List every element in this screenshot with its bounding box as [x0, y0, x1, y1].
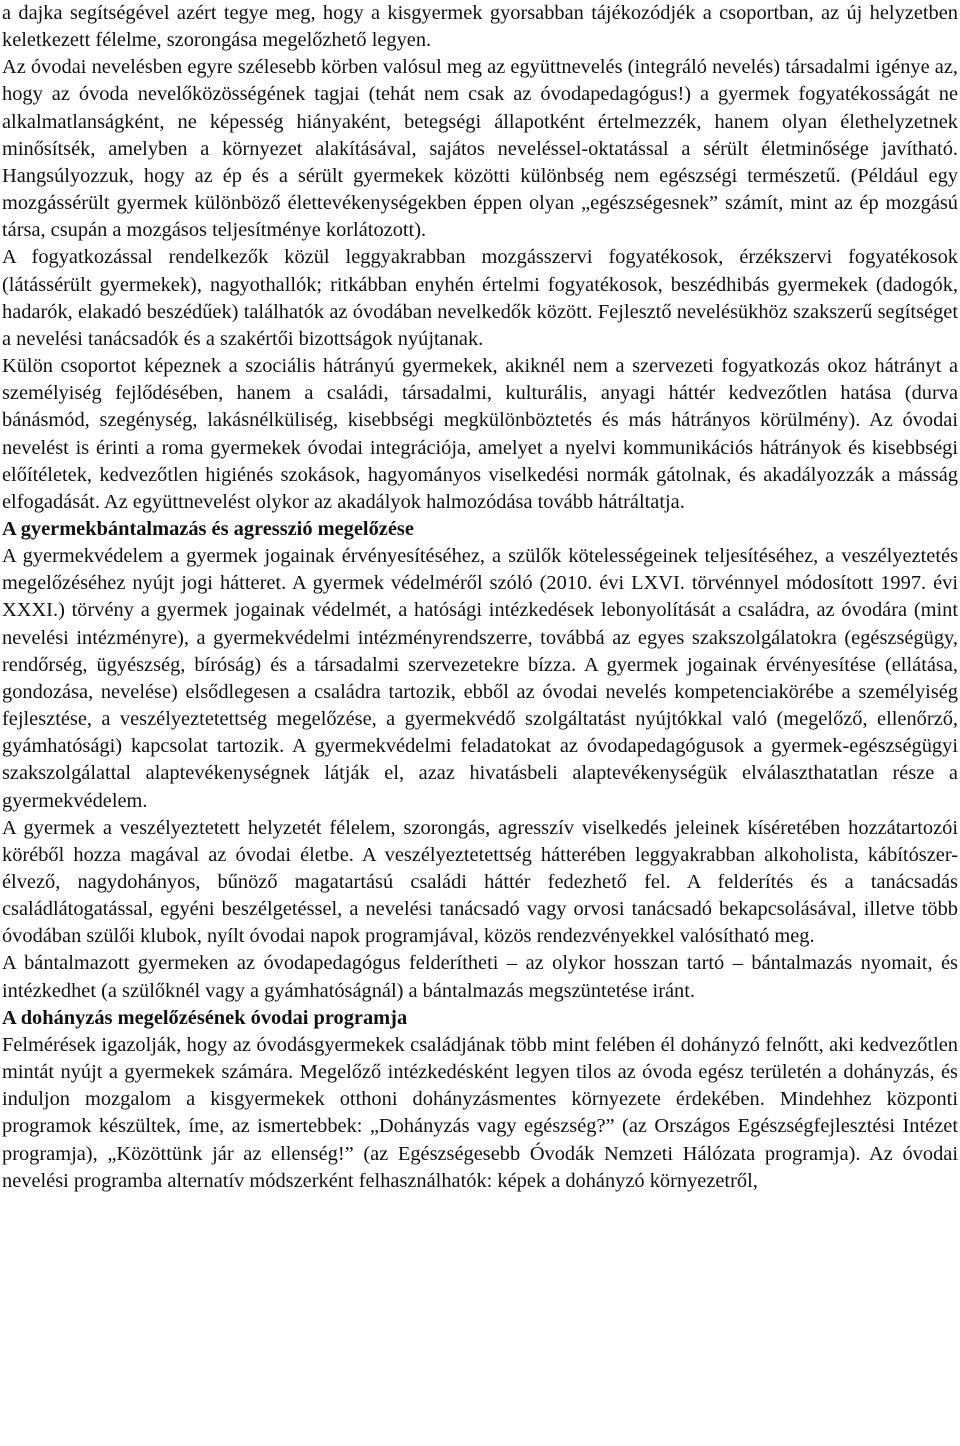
paragraph: A fogyatkozással rendelkezők közül leggyakrabban mozgásszervi fogyatékosok, érzékszervi fogyatékosok (látássérült gyermekek), nagyothallók; ritkábban enyhén értelmi fogyatékosok, beszédhibás gyermekek (dadogók, hadarók, elakadó beszédűek) találhatók az óvodában nevelkedők között. Fejlesztő nevelésükhöz szakszerű segítséget a nevelési tanácsadók és a szakértői bizottságok nyújtanak. [2, 246, 958, 350]
paragraph: Felmérések igazolják, hogy az óvodásgyermekek családjának több mint felében él dohányzó felnőtt, aki kedvezőtlen mintát nyújt a gyermekek számára. Megelőző intézkedésként legyen tilos az óvoda egész területén a dohányzás, és induljon mozgalom a kisgyermekek otthoni dohányzásmentes környezete érdekében. Mindehhez központi programok készültek, íme, az ismertebbek: „Dohányzás vagy egészség?” (az Országos Egészségfejlesztési Intézet programja), „Közöttünk jár az ellenség!” (az Egészségesebb Óvodák Nemzeti Hálózata programja). Az óvodai nevelési programba alternatív módszerként felhasználhatók: képek a dohányzó környezetről, [2, 1033, 958, 1192]
paragraph: Külön csoportot képeznek a szociális hátrányú gyermekek, akiknél nem a szervezeti fogyatkozás okoz hátrányt a személyiség fejlődésében, hanem a családi, társadalmi, kulturális, anyagi háttér kedvezőtlen hatása (durva bánásmód, szegénység, lakásnélküliség, kisebbségi megkülönböztetés és más hátrányos körülmény). Az óvodai nevelést is érinti a roma gyermekek óvodai integrációja, amelyet a nyelvi kommunikációs hátrányok és kisebbségi előítéletek, kedvezőtlen higiénés szokások, hagyományos viselkedési normák gátolnak, és akadályozzák a másság elfogadását. Az együttnevelést olykor az akadályok halmozódása tovább hátráltatja. [2, 355, 958, 513]
paragraph: A gyermekvédelem a gyermek jogainak érvényesítéséhez, a szülők kötelességeinek teljesítéséhez, a veszélyeztetés megelőzéséhez nyújt jogi hátteret. A gyermek védelméről szóló (2010. évi LXVI. törvénnyel módosított 1997. évi XXXI.) törvény a gyermek jogainak védelmét, a hatósági intézkedések lebonyolítását a családra, az óvodára (mint nevelési intézményre), a gyermekvédelmi intézményrendszerre, továbbá az egyes szakszolgálatokra (egészségügy, rendőrség, ügyészség, bíróság) és a társadalmi szervezetekre bízza. A gyermek jogainak érvényesítése (ellátása, gondozása, nevelése) elsődlegesen a családra tartozik, ebből az óvodai nevelés kompetenciakörébe a személyiség fejlesztése, a veszélyeztetettség megelőzése, a gyermekvédő szolgáltatást nyújtókkal való (megelőző, ellenőrző, gyámhatósági) kapcsolat tartozik. A gyermekvédelmi feladatokat az óvodapedagógusok a gyermek-egészségügyi szakszolgálattal alaptevékenységnek látják el, azaz hivatásbeli alaptevékenységük elválaszthatatlan része a gyermekvédelem. [2, 545, 958, 812]
paragraph: A bántalmazott gyermeken az óvodapedagógus felderítheti – az olykor hosszan tartó – bántalmazás nyomait, és intézkedhet (a szülőknél vagy a gyámhatóságnál) a bántalmazás megszüntetése iránt. [2, 952, 958, 1002]
section-heading: A gyermekbántalmazás és agresszió megelőzése [2, 517, 414, 540]
section-heading: A dohányzás megelőzésének óvodai programja [2, 1006, 408, 1029]
paragraph: A gyermek a veszélyeztetett helyzetét félelem, szorongás, agresszív viselkedés jeleinek kíséretében hozzátartozói köréből hozza magával az óvodai életbe. A veszélyeztetettség hátterében leggyakrabban alkoholista, kábítószer-élvező, nagydohányos, bűnöző magatartású családi háttér fedezhető fel. A felderítés és a tanácsadás családlátogatással, egyéni beszélgetéssel, a nevelési tanácsadó vagy orvosi tanácsadó bekapcsolásával, illetve több óvodában szülői klubok, nyílt óvodai napok programjával, közös rendezvényekkel valósítható meg. [2, 816, 958, 948]
paragraph: Az óvodai nevelésben egyre szélesebb körben valósul meg az együttnevelés (integráló nevelés) társadalmi igénye az, hogy az óvoda nevelőközösségének tagjai (tehát nem csak az óvodapedagógus!) a gyermek fogyatékosságát ne alkalmatlanságként, ne képesség hiányaként, betegségi állapotként értelmezzék, hanem olyan élethelyzetnek minősítsék, amelyben a környezet alakításával, sajátos neveléssel-oktatással a sérült életminősége javítható. Hangsúlyozzuk, hogy az ép és a sérült gyermekek közötti különbség nem egészségi természetű. (Például egy mozgássérült gyermek különböző élettevékenységekben éppen olyan „egészségesnek” számít, mint az ép mozgású társa, csupán a mozgásos teljesítménye korlátozott). [2, 56, 958, 242]
paragraph: a dajka segítségével azért tegye meg, hogy a kisgyermek gyorsabban tájékozódjék a csoportban, az új helyzetben keletkezett félelme, szorongása megelőzhető legyen. [2, 2, 958, 52]
